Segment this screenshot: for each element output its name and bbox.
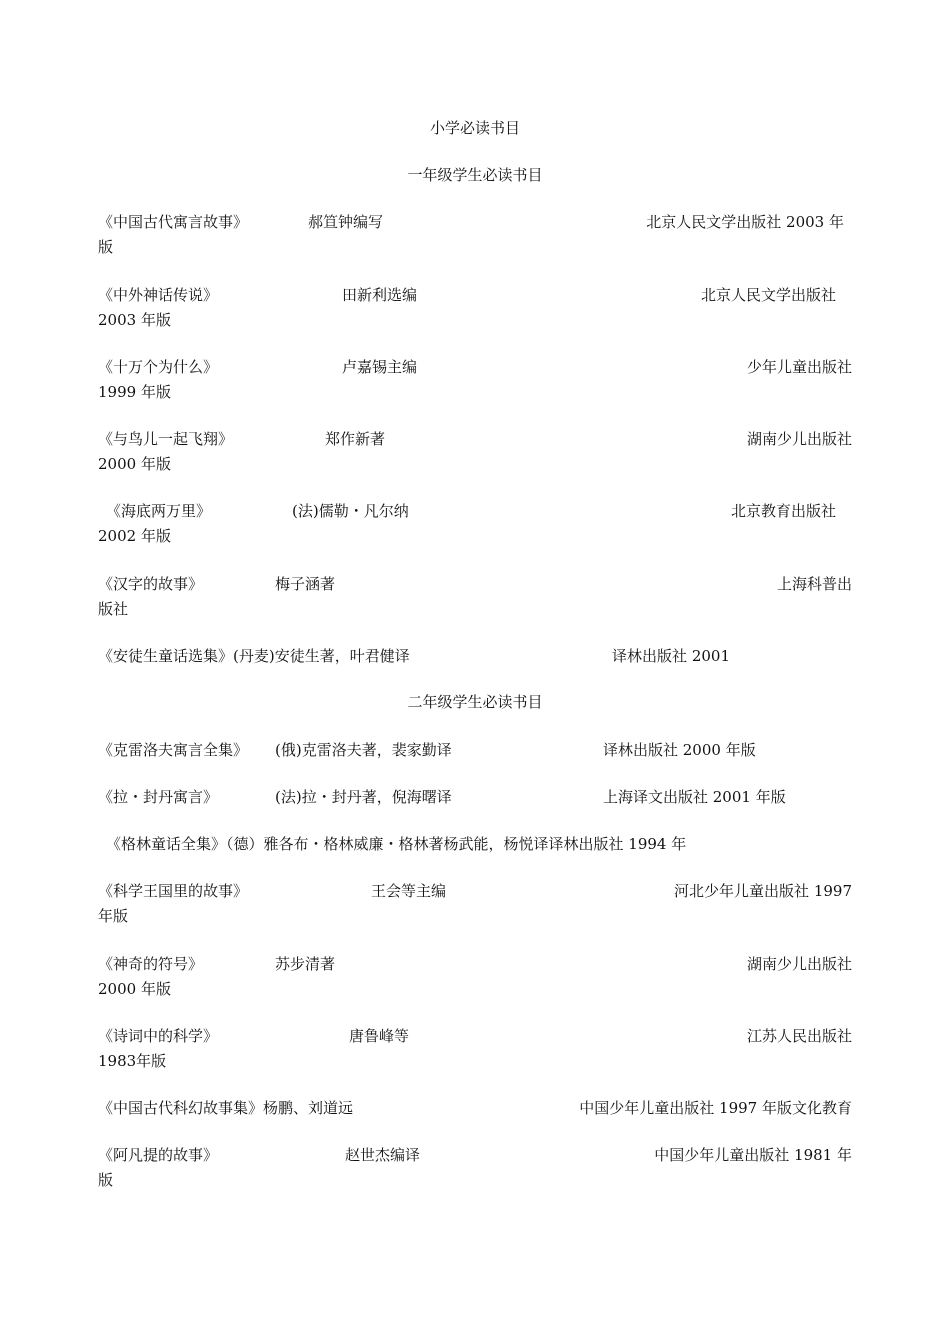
list-item: [0, 1098, 950, 1148]
book-edition-wrap: 2000 年版: [98, 980, 171, 998]
list-item: [0, 357, 950, 407]
book-title: 《十万个为什么》: [98, 358, 219, 376]
book-author: 郝笪钟编写: [308, 213, 384, 231]
list-item: [0, 1145, 950, 1195]
book-publisher: 译林出版社 2001: [612, 647, 730, 665]
document-title: 小学必读书目: [429, 119, 520, 137]
list-item: [0, 1026, 950, 1076]
book-edition-wrap: 年版: [98, 907, 129, 925]
list-item: [0, 954, 950, 1004]
book-publisher: 湖南少儿出版社: [746, 955, 852, 973]
list-item: [0, 574, 950, 624]
book-author: 田新利选编: [342, 286, 418, 304]
list-item: [0, 787, 950, 837]
book-title: 《拉・封丹寓言》: [98, 788, 219, 806]
book-edition-wrap: 版: [98, 1171, 114, 1189]
book-author: 梅子涵著: [275, 575, 336, 593]
book-author: (法)儒勒・凡尔纳: [292, 502, 409, 520]
book-edition-wrap: 2003 年版: [98, 311, 171, 329]
book-title: 《科学王国里的故事》: [98, 882, 249, 900]
book-title: 《安徒生童话选集》(丹麦)安徒生著，叶君健译: [98, 647, 410, 665]
list-item: [0, 834, 950, 884]
book-edition-wrap: 2000 年版: [98, 455, 171, 473]
book-author: 郑作新著: [325, 430, 386, 448]
book-publisher: 上海科普出: [776, 575, 852, 593]
list-item: [0, 285, 950, 335]
book-title: 《格林童话全集》（德）雅各布・格林威廉・格林著杨武能，杨悦译译林出版社 1994 年: [106, 835, 687, 853]
book-title: 《中国古代寓言故事》: [98, 213, 249, 231]
book-publisher: 上海译文出版社 2001 年版: [603, 788, 786, 806]
book-edition-wrap: 版社: [98, 600, 129, 618]
book-author: 唐鲁峰等: [349, 1027, 410, 1045]
book-title: 《阿凡提的故事》: [98, 1146, 219, 1164]
book-author: 赵世杰编译: [345, 1146, 421, 1164]
book-author: (俄)克雷洛夫著，裴家勤译: [275, 741, 452, 759]
book-title: 《中外神话传说》: [98, 286, 219, 304]
list-item: [0, 501, 950, 551]
book-edition-wrap: 1983年版: [98, 1052, 167, 1070]
book-author: 苏步清著: [275, 955, 336, 973]
book-publisher: 中国少年儿童出版社 1997 年版文化教育: [579, 1099, 852, 1117]
book-publisher: 中国少年儿童出版社 1981 年: [654, 1146, 852, 1164]
book-publisher: 河北少年儿童出版社 1997: [674, 882, 852, 900]
list-item: [0, 740, 950, 790]
book-title: 《神奇的符号》: [98, 955, 204, 973]
book-edition-wrap: 版: [98, 238, 114, 256]
list-item: [0, 212, 950, 262]
list-item: [0, 881, 950, 931]
book-publisher: 北京人民文学出版社: [700, 286, 836, 304]
section-heading-grade-1: 一年级学生必读书目: [407, 166, 543, 184]
book-publisher: 湖南少儿出版社: [746, 430, 852, 448]
book-edition-wrap: 1999 年版: [98, 383, 171, 401]
book-publisher: 江苏人民出版社: [746, 1027, 852, 1045]
book-publisher: 少年儿童出版社: [746, 358, 852, 376]
book-author: 王会等主编: [371, 882, 447, 900]
book-title: 《诗词中的科学》: [98, 1027, 219, 1045]
book-publisher: 译林出版社 2000 年版: [603, 741, 756, 759]
book-author: 卢嘉锡主编: [342, 358, 418, 376]
book-author: (法)拉・封丹著，倪海曙译: [275, 788, 452, 806]
list-item: [0, 429, 950, 479]
list-item: [0, 646, 950, 696]
book-publisher: 北京教育出版社: [730, 502, 836, 520]
section-heading-grade-2: 二年级学生必读书目: [407, 693, 543, 711]
book-title: 《海底两万里》: [106, 502, 212, 520]
book-edition-wrap: 2002 年版: [98, 527, 171, 545]
book-title: 《汉字的故事》: [98, 575, 204, 593]
book-title: 《与鸟儿一起飞翔》: [98, 430, 234, 448]
book-publisher: 北京人民文学出版社 2003 年: [646, 213, 844, 231]
book-title: 《中国古代科幻故事集》杨鹏、刘道远: [98, 1099, 354, 1117]
book-title: 《克雷洛夫寓言全集》: [98, 741, 249, 759]
